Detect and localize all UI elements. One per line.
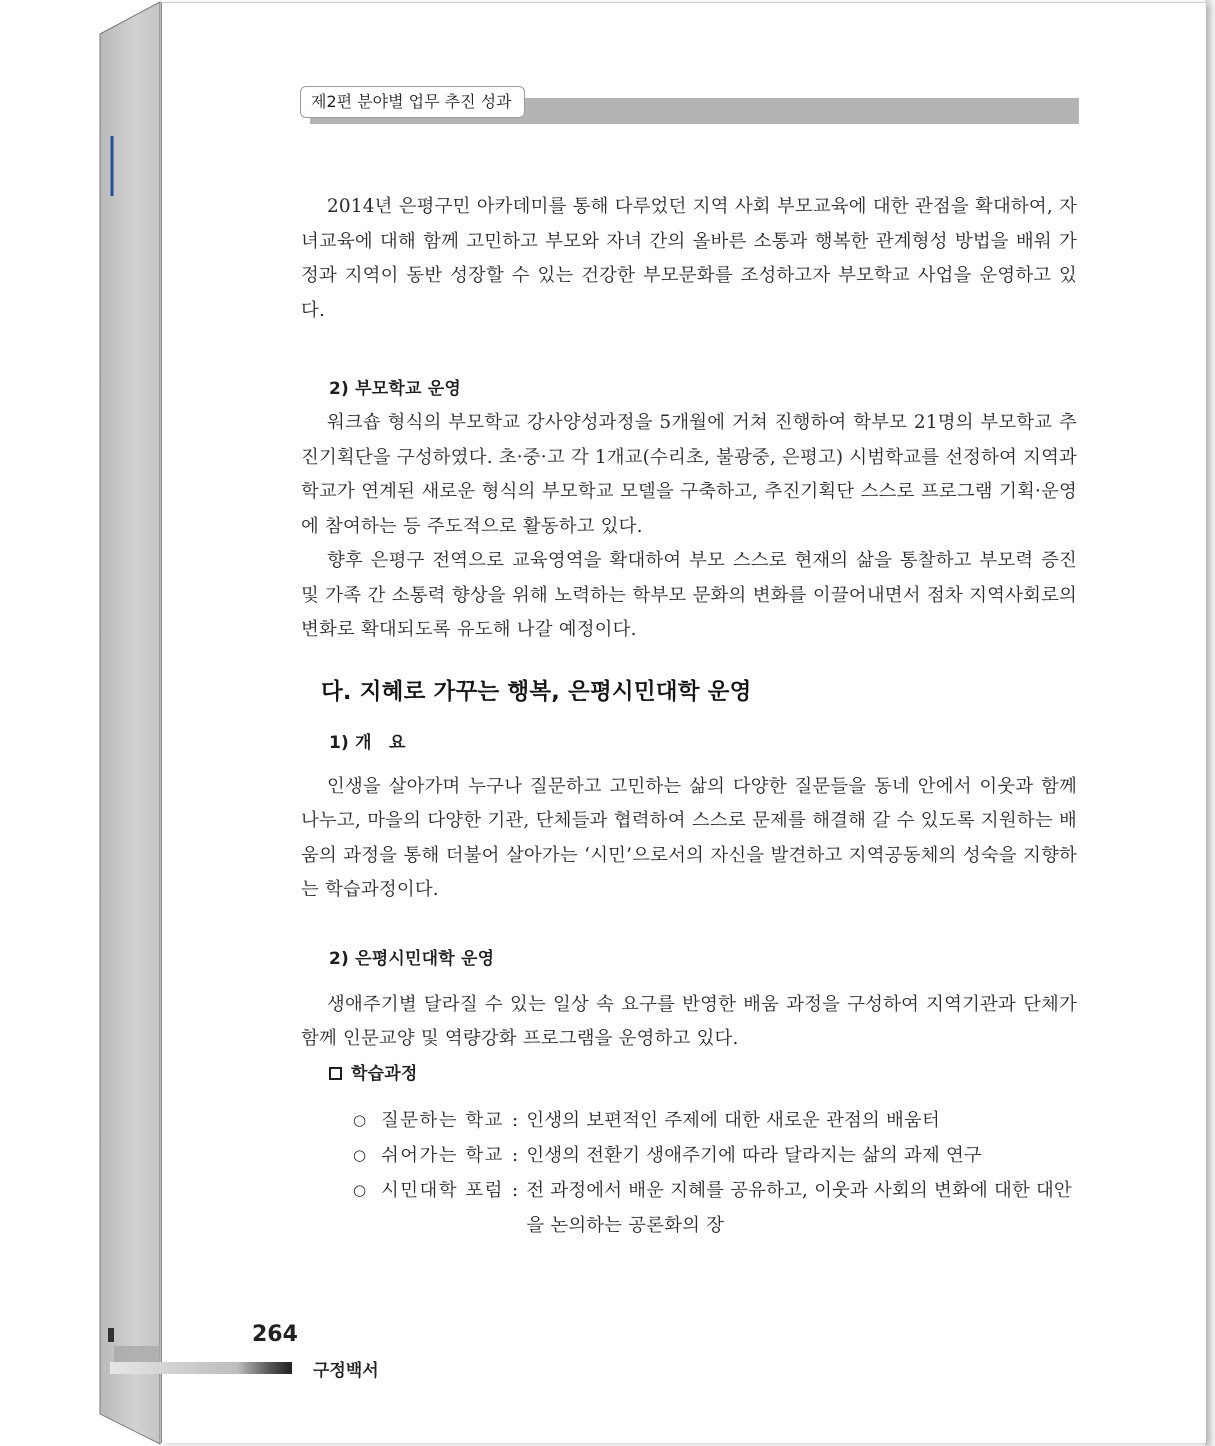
book-title: 구정백서 xyxy=(313,1361,379,1381)
course-description: 인생의 전환기 생애주기에 따라 달라지는 삶의 과제 연구 xyxy=(526,1144,982,1166)
course-item xyxy=(301,1138,1077,1173)
overview-paragraph: 인생을 살아가며 누구나 질문하고 고민하는 삶의 다양한 질문들을 동네 안에서 이웃과 함께 나누고, 마을의 다양한 기관, 단체들과 협력하여 스스로 문제를 해결해 갈 수 있도록 지원하는 배움의 과정을 통해 더불어 살아가는 ‘시민’으로서의 자신을 발견하고 지역공동체의 성숙을 지향하는 학습과정이다. xyxy=(301,775,1077,900)
paragraph: 향후 은평구 전역으로 교육영역을 확대하여 부모 스스로 현재의 삶을 통찰하고 부모력 증진 및 가족 간 소통력 향상을 위해 노력하는 학부모 문화의 변화를 이끌어내면서 점차 지역사회로의 변화로 확대되도록 유도해 나갈 예정이다. xyxy=(301,550,1077,640)
bullet-circle-icon: ○ xyxy=(353,1110,367,1129)
page-number: 264 xyxy=(252,1322,298,1347)
course-description: 전 과정에서 배운 지혜를 공유하고, 이웃과 사회의 변화에 대한 대안을 논의하는 공론화의 장 xyxy=(526,1179,1072,1236)
course-list xyxy=(301,1103,1077,1243)
book-spine xyxy=(98,0,162,1446)
course-name: 질문하는 학교 xyxy=(381,1109,504,1131)
courses-heading xyxy=(301,1057,1077,1091)
subsection-title: 1) 개 요 xyxy=(329,732,406,753)
courses-heading-label: 학습과정 xyxy=(351,1063,418,1084)
footer-bar xyxy=(110,1362,292,1374)
bullet-circle-icon: ○ xyxy=(353,1145,367,1164)
page-content xyxy=(301,190,1077,1243)
section-title: 다. 지혜로 가꾸는 행복, 은평시민대학 운영 xyxy=(321,678,752,705)
subsection-title: 2) 은평시민대학 운영 xyxy=(329,948,495,969)
course-item xyxy=(301,1103,1077,1138)
course-description: 인생의 보편적인 주제에 대한 새로운 관점의 배움터 xyxy=(526,1109,940,1131)
course-separator: : xyxy=(511,1109,519,1131)
paragraph: 워크숍 형식의 부모학교 강사양성과정을 5개월에 거쳐 진행하여 학부모 21명의 부모학교 추진기획단을 구성하였다. 초·중·고 각 1개교(수리초, 불광중, 은평고) 시범학교를 선정하여 지역과 학교가 연계된 새로운 형식의 부모학교 모델을 구축하고, 추진기획단 스스로 프로그램 기획·운영에 참여하는 등 주도적으로 활동하고 있다. xyxy=(301,412,1078,537)
course-name: 시민대학 포럼 xyxy=(381,1179,504,1201)
course-separator: : xyxy=(511,1179,519,1201)
checkbox-square-icon xyxy=(329,1067,342,1080)
bullet-circle-icon: ○ xyxy=(353,1180,367,1199)
course-name: 쉬어가는 학교 xyxy=(381,1144,504,1166)
subsection-title: 2) 부모학교 운영 xyxy=(329,379,461,399)
section-tab: 제2편 분야별 업무 추진 성과 xyxy=(300,86,525,118)
course-item xyxy=(301,1173,1077,1243)
page-edge xyxy=(1205,0,1215,1446)
intro-paragraph: 2014년 은평구민 아카데미를 통해 다루었던 지역 사회 부모교육에 대한 관점을 확대하여, 자녀교육에 대해 함께 고민하고 부모와 자녀 간의 올바른 소통과 행복한 관계형성 방법을 배워 가정과 지역이 동반 성장할 수 있는 건강한 부모문화를 조성하고자 부모학교 사업을 운영하고 있다. xyxy=(301,196,1077,321)
course-separator: : xyxy=(511,1144,519,1166)
operation-paragraph: 생애주기별 달라질 수 있는 일상 속 요구를 반영한 배움 과정을 구성하여 지역기관과 단체가 함께 인문교양 및 역량강화 프로그램을 운영하고 있다. xyxy=(301,993,1077,1049)
